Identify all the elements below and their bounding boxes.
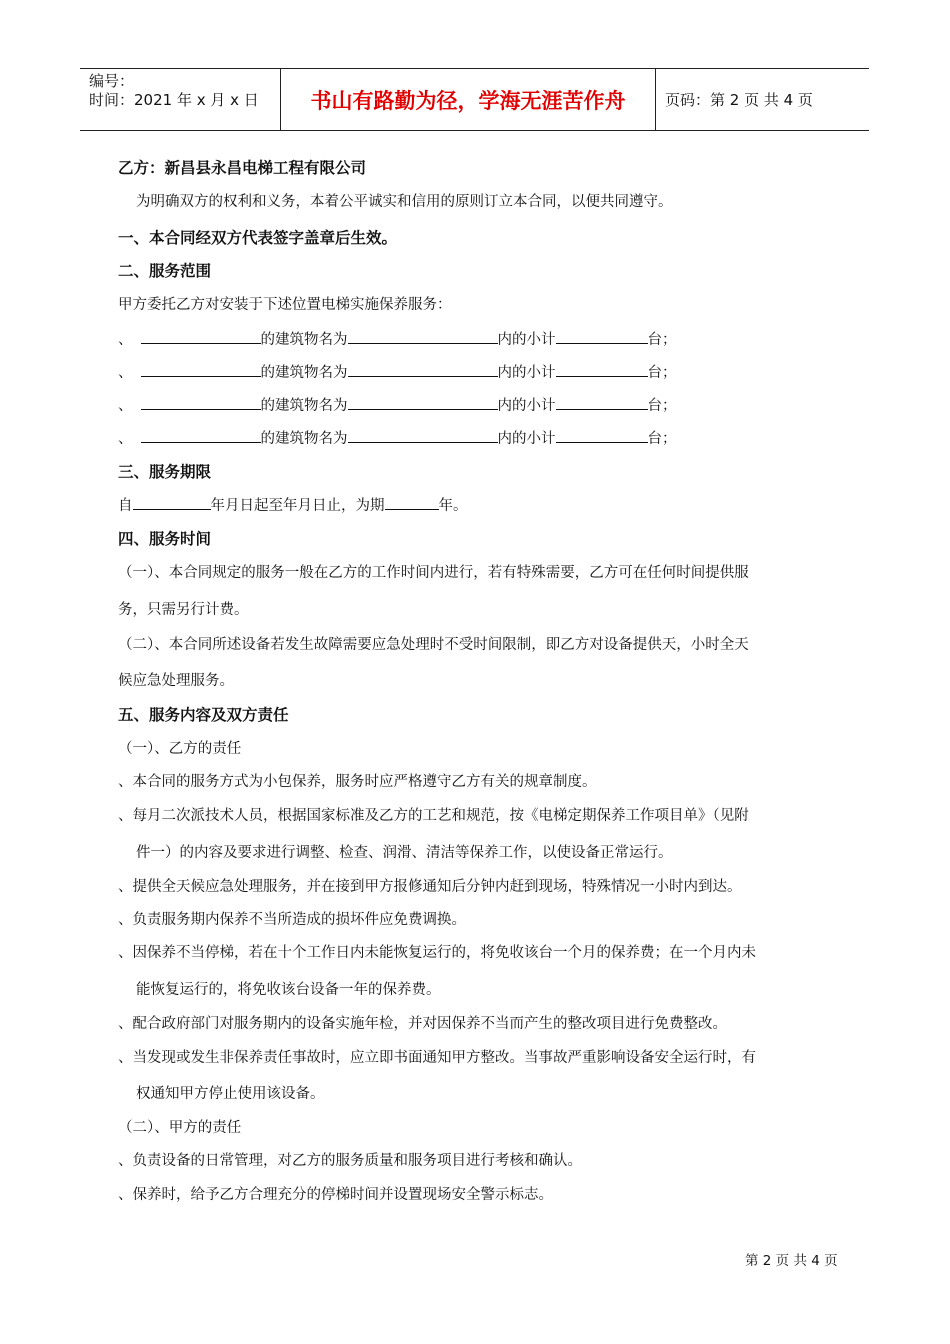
blank-field[interactable]: [348, 329, 498, 344]
time-clause-2-cont: 候应急处理服务。: [118, 673, 234, 689]
duty-item: 、因保养不当停梯，若在十个工作日内未能恢复运行的，将免收该台一个月的保养费；在一个月内未: [118, 945, 756, 961]
scope-text-a: 的建筑物名为: [260, 398, 348, 414]
duty-item: 、当发现或发生非保养责任事故时，应立即书面通知甲方整改。当事故严重影响设备安全运行时，有: [118, 1050, 756, 1066]
blank-field[interactable]: [348, 395, 498, 410]
scope-intro: 甲方委托乙方对安装于下述位置电梯实施保养服务：: [118, 297, 452, 313]
duty-item: 、本合同的服务方式为小包保养，服务时应严格遵守乙方有关的规章制度。: [118, 774, 597, 790]
duty-item-cont: 件一）的内容及要求进行调整、检查、润滑、清洁等保养工作，以使设备正常运行。: [136, 845, 673, 861]
scope-text-a: 的建筑物名为: [260, 431, 348, 447]
date-label: 时间：2021 年 x 月 x 日: [89, 91, 259, 109]
blank-field[interactable]: [141, 329, 261, 344]
duty-item: 、保养时，给予乙方合理充分的停梯时间并设置现场安全警示标志。: [118, 1187, 553, 1203]
header-motto: 书山有路勤为径，学海无涯苦作舟: [280, 69, 656, 130]
term-text-c: 年。: [438, 498, 468, 514]
scope-text-c: 台；: [647, 332, 677, 348]
blank-field[interactable]: [556, 395, 648, 410]
blank-field[interactable]: [556, 428, 648, 443]
scope-row: [118, 395, 677, 416]
time-clause-2: （二）、本合同所述设备若发生故障需要应急处理时不受时间限制，即乙方对设备提供天，小时全天: [118, 637, 749, 653]
scope-prefix: 、: [118, 332, 133, 348]
duty-item: 、负责服务期内保养不当所造成的损坏件应免费调换。: [118, 912, 466, 928]
time-clause-1: （一）、本合同规定的服务一般在乙方的工作时间内进行，若有特殊需要，乙方可在任何时间提供服: [118, 565, 749, 581]
party-a-duties-heading: （二）、甲方的责任: [118, 1120, 242, 1136]
section-2-heading: 二、服务范围: [118, 262, 212, 280]
scope-prefix: 、: [118, 398, 133, 414]
blank-field[interactable]: [141, 428, 261, 443]
blank-field[interactable]: [556, 362, 648, 377]
page-footer: 第 2 页 共 4 页: [745, 1253, 838, 1269]
intro-paragraph: 为明确双方的权利和义务，本着公平诚实和信用的原则订立本合同，以便共同遵守。: [136, 194, 673, 210]
term-text-b: 年月日起至年月日止，为期: [210, 498, 385, 514]
scope-text-a: 的建筑物名为: [260, 332, 348, 348]
term-text-a: 自: [118, 498, 133, 514]
header-page-number: 页码：第 2 页 共 4 页: [665, 91, 813, 109]
blank-field[interactable]: [133, 495, 211, 510]
scope-text-a: 的建筑物名为: [260, 365, 348, 381]
duty-item-cont: 能恢复运行的，将免收该台设备一年的保养费。: [136, 982, 441, 998]
number-label: 编号：: [89, 72, 135, 90]
scope-text-c: 台；: [647, 365, 677, 381]
time-clause-1-cont: 务，只需另行计费。: [118, 602, 249, 618]
scope-text-b: 内的小计: [497, 431, 556, 447]
scope-prefix: 、: [118, 431, 133, 447]
scope-text-b: 内的小计: [497, 398, 556, 414]
blank-field[interactable]: [556, 329, 648, 344]
scope-text-c: 台；: [647, 398, 677, 414]
duty-item: 、负责设备的日常管理，对乙方的服务质量和服务项目进行考核和确认。: [118, 1153, 582, 1169]
section-5-heading: 五、服务内容及双方责任: [118, 706, 289, 724]
blank-field[interactable]: [348, 428, 498, 443]
header-meta: [80, 69, 280, 130]
duty-item: 、提供全天候应急处理服务，并在接到甲方报修通知后分钟内赶到现场，特殊情况一小时内到达。: [118, 879, 742, 895]
party-b: 乙方：新昌县永昌电梯工程有限公司: [118, 159, 367, 177]
section-4-heading: 四、服务时间: [118, 530, 212, 548]
duty-item-cont: 权通知甲方停止使用该设备。: [136, 1086, 325, 1102]
duty-item: 、每月二次派技术人员，根据国家标准及乙方的工艺和规范，按《电梯定期保养工作项目单》（见附: [118, 808, 749, 824]
scope-row: [118, 329, 677, 350]
section-1-heading: 一、本合同经双方代表签字盖章后生效。: [118, 229, 398, 247]
duty-item: 、配合政府部门对服务期内的设备实施年检，并对因保养不当而产生的整改项目进行免费整改。: [118, 1016, 727, 1032]
blank-field[interactable]: [385, 495, 439, 510]
blank-field[interactable]: [141, 362, 261, 377]
party-b-duties-heading: （一）、乙方的责任: [118, 741, 242, 757]
page-header: [80, 68, 869, 131]
blank-field[interactable]: [348, 362, 498, 377]
scope-text-c: 台；: [647, 431, 677, 447]
term-row: [118, 495, 468, 516]
scope-prefix: 、: [118, 365, 133, 381]
scope-row: [118, 428, 677, 449]
scope-row: [118, 362, 677, 383]
scope-text-b: 内的小计: [497, 332, 556, 348]
blank-field[interactable]: [141, 395, 261, 410]
section-3-heading: 三、服务期限: [118, 463, 212, 481]
scope-text-b: 内的小计: [497, 365, 556, 381]
